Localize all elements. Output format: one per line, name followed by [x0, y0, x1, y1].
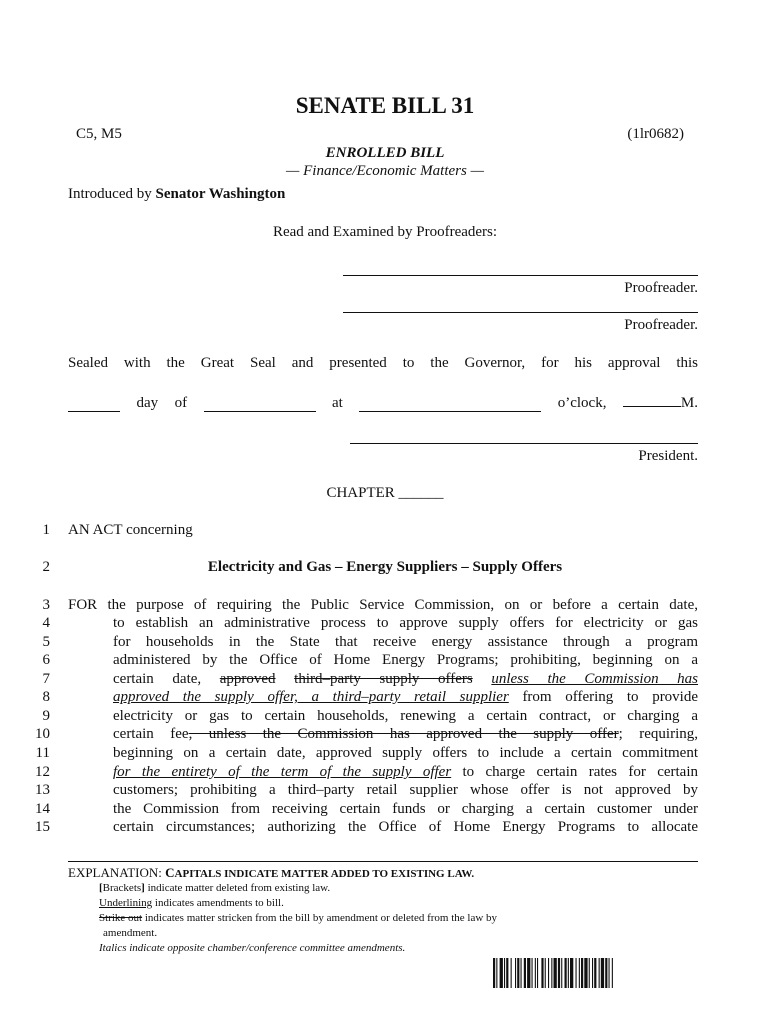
barcode-image: [493, 958, 680, 988]
explanation-heading: [68, 865, 474, 881]
purpose-line-3: FOR the purpose of requiring the Public Service Commission, on or before a certain date,: [68, 597, 698, 613]
month-blank: [204, 397, 316, 412]
caps-rest: APITALS INDICATE MATTER ADDED TO EXISTING LAW.: [174, 868, 475, 880]
line-number: 11: [35, 745, 50, 761]
line-number: 6: [42, 652, 50, 668]
purpose-line-14: the Commission from receiving certain funds or charging a certain customer under: [113, 801, 698, 817]
purpose-line-13: customers; prohibiting a third–party retail supplier whose offer is not approved by: [113, 782, 698, 798]
line-number: 13: [35, 782, 50, 798]
sealed-statement: Sealed with the Great Seal and presented to the Governor, for his approval this: [68, 355, 698, 371]
purpose-line-4: to establish an administrative process to approve supply offers for electricity or gas: [113, 615, 698, 631]
oclock-label: o’clock,: [557, 395, 607, 411]
l10-text-end: ; requiring,: [618, 726, 698, 742]
president-label: President.: [638, 448, 698, 464]
line-number: 7: [42, 671, 50, 687]
day-blank: [68, 397, 120, 412]
chapter-label: CHAPTER ______: [326, 485, 444, 501]
line-number: 15: [35, 819, 50, 835]
explanation-prefix: EXPLANATION:: [68, 865, 166, 880]
l10-text: certain fee: [113, 726, 189, 742]
line-number: 10: [35, 726, 50, 742]
line-number: 5: [42, 634, 50, 650]
enrolled-label: ENROLLED BILL: [325, 145, 445, 161]
of-label: of: [174, 395, 188, 411]
proofreaders-heading: Read and Examined by Proofreaders:: [272, 224, 498, 240]
l12-text: to charge certain rates for certain: [462, 764, 698, 780]
l8-text: from offering to provide: [522, 689, 699, 705]
footer-divider: [68, 861, 698, 862]
purpose-line-8: [113, 689, 698, 706]
signature-line-2: [343, 312, 698, 313]
l10-strike: , unless the Commission has approved the supply offer: [188, 726, 619, 742]
underlining-note: Underlining indicates amendments to bill.: [99, 897, 284, 909]
proofreader-label-2: Proofreader.: [624, 317, 698, 333]
purpose-line-6: administered by the Office of Home Energy Programs; prohibiting, beginning on a: [113, 652, 698, 668]
l12-inserted: for the entirety of the term of the supply offer: [113, 764, 452, 780]
signature-line-1: [343, 275, 698, 276]
caps-first: C: [165, 865, 175, 880]
brackets-note: [Brackets] indicate matter deleted from existing law.: [99, 882, 331, 894]
bill-title: SENATE BILL 31: [295, 93, 475, 118]
sponsor-line: [68, 186, 285, 203]
line-number: 4: [42, 615, 50, 631]
day-label: day: [136, 395, 159, 411]
line-number: 1: [42, 522, 50, 538]
purpose-line-10: [113, 726, 698, 743]
l7-strike-offers: third–party supply offers: [294, 671, 473, 687]
l8-inserted: approved the supply offer, a third–party retail supplier: [113, 689, 509, 705]
strikeout-note-cont: amendment.: [103, 927, 158, 939]
line-number: 14: [35, 801, 50, 817]
strikeout-note: Strike out indicates matter stricken from the bill by amendment or deleted from the law by: [99, 912, 498, 924]
at-label: at: [331, 395, 343, 411]
italics-note: Italics indicate opposite chamber/conference committee amendments.: [99, 942, 406, 954]
line-number: 9: [42, 708, 50, 724]
committee-label: — Finance/Economic Matters —: [286, 163, 484, 179]
purpose-line-15: certain circumstances; authorizing the Office of Home Energy Programs to allocate: [113, 819, 698, 835]
date-line: [68, 392, 698, 412]
proofreader-label-1: Proofreader.: [624, 280, 698, 296]
drafting-number: (1lr0682): [627, 126, 684, 142]
line-number: 2: [42, 559, 50, 575]
purpose-line-9: electricity or gas to certain households, renewing a certain contract, or charging a: [113, 708, 698, 724]
l7-inserted: unless the Commission has: [491, 671, 699, 687]
l7-text: certain date,: [113, 671, 202, 687]
subject-codes: C5, M5: [76, 126, 122, 142]
l7-strike-approved: approved: [219, 671, 276, 687]
sponsor-name: Senator Washington: [155, 186, 286, 202]
purpose-line-12: [113, 764, 698, 781]
purpose-line-11: beginning on a certain date, approved supply offers to include a certain commitment: [113, 745, 698, 761]
president-signature-line: [350, 443, 698, 444]
purpose-line-5: for households in the State that receive energy assistance through a program: [113, 634, 698, 650]
time-blank: [359, 397, 541, 412]
meridiem-blank: [623, 392, 681, 407]
bill-subject: Electricity and Gas – Energy Suppliers – Supply Offers: [207, 559, 563, 575]
m-label: M.: [680, 395, 698, 411]
line-number: 8: [42, 689, 50, 705]
purpose-line-7: [113, 671, 698, 688]
line-number: 12: [35, 764, 50, 780]
sponsor-prefix: Introduced by: [68, 186, 156, 202]
act-concerning: AN ACT concerning: [68, 522, 193, 538]
line-number: 3: [42, 597, 50, 613]
